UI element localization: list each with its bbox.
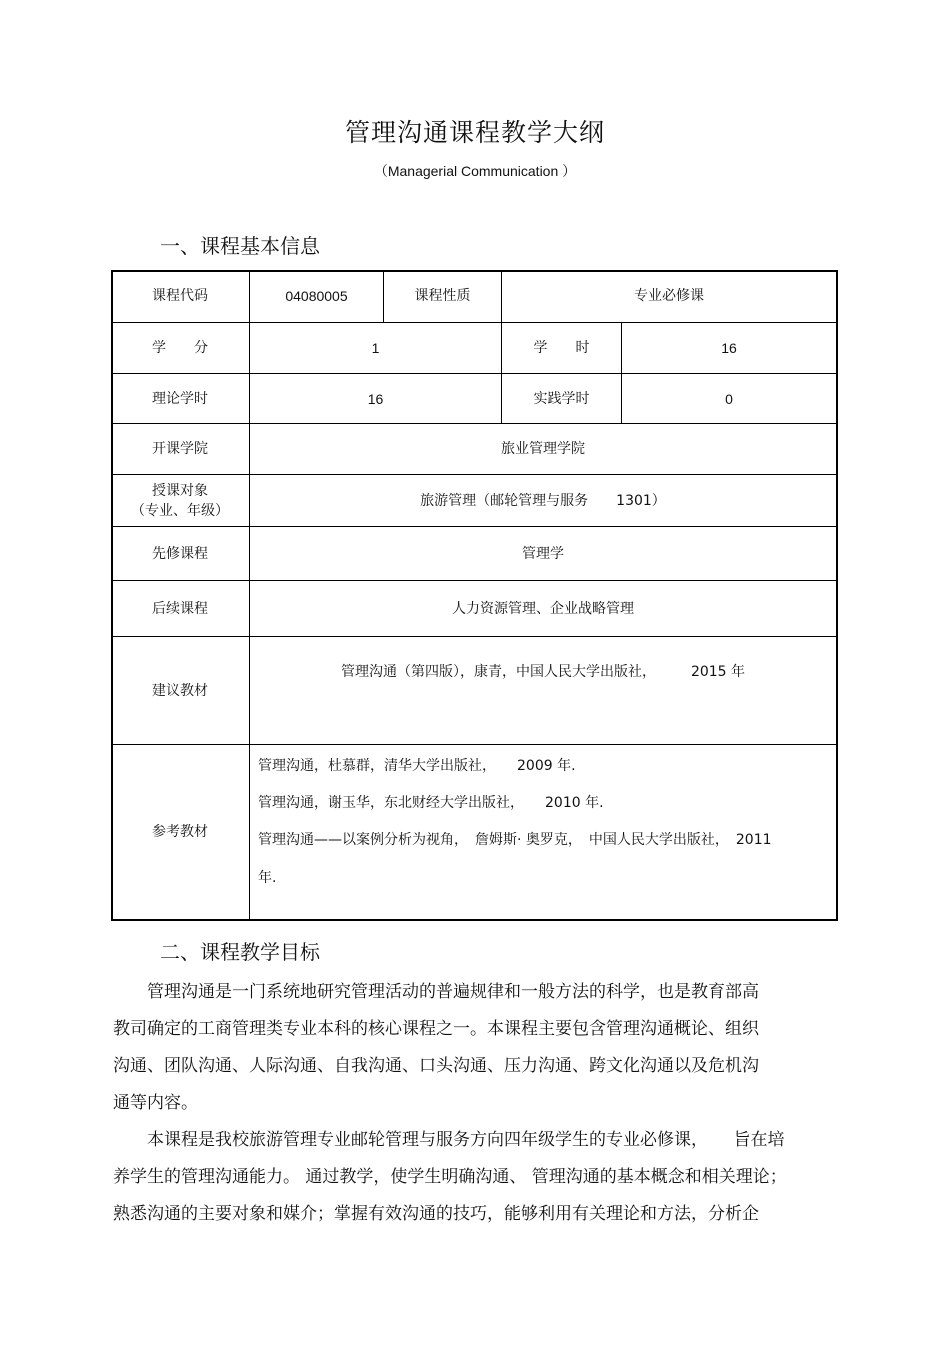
cell-followup-label: 后续课程 xyxy=(152,600,208,617)
cell-college-label: 开课学院 xyxy=(152,441,208,457)
paragraph-line: 熟悉沟通的主要对象和媒介；掌握有效沟通的技巧，能够利用有关理论和方法，分析企 xyxy=(113,1204,759,1224)
objectives-paragraph-2 xyxy=(113,1122,838,1233)
paragraph-line: 养学生的管理沟通能力。 通过教学，使学生明确沟通、 管理沟通的基本概念和相关理论； xyxy=(113,1167,787,1187)
paragraph-line: 教司确定的工商管理类专业本科的核心课程之一。本课程主要包含管理沟通概论、组织 xyxy=(113,1019,759,1039)
cell-theory-hours-value: 16 xyxy=(367,390,384,407)
reference-item: 管理沟通——以案例分析为视角， 詹姆斯· 奥罗克， 中国人民大学出版社， 2011 xyxy=(258,832,772,848)
cell-hours-value: 16 xyxy=(721,340,737,356)
cell-textbook-label: 建议教材 xyxy=(152,682,208,699)
cell-credit-value: 1 xyxy=(371,340,380,356)
cell-course-nature-label: 课程性质 xyxy=(414,288,471,304)
cell-course-code-label: 课程代码 xyxy=(152,288,208,304)
cell-prerequisite-label: 先修课程 xyxy=(152,545,208,562)
paragraph-line: 沟通、团队沟通、人际沟通、自我沟通、口头沟通、压力沟通、跨文化沟通以及危机沟 xyxy=(113,1056,759,1076)
cell-credit-label: 学 分 xyxy=(152,340,208,356)
course-info-table xyxy=(111,270,838,921)
cell-course-nature-value: 专业必修课 xyxy=(634,288,704,304)
cell-course-code-value: 04080005 xyxy=(285,288,348,304)
cell-college-value: 旅业管理学院 xyxy=(501,441,585,457)
cell-prerequisite-value: 管理学 xyxy=(522,545,564,562)
paragraph-line: 本课程是我校旅游管理专业邮轮管理与服务方向四年级学生的专业必修课， 旨在培 xyxy=(113,1130,785,1150)
paragraph-line: 通等内容。 xyxy=(113,1093,198,1113)
objectives-paragraph-1 xyxy=(113,974,838,1122)
section-heading-objectives: 二、课程教学目标 xyxy=(160,940,320,964)
audience-label-line1: 授课对象 xyxy=(152,482,208,499)
cell-followup-value: 人力资源管理、企业战略管理 xyxy=(452,600,634,617)
reference-item: 年. xyxy=(258,870,277,886)
cell-practice-hours-value: 0 xyxy=(725,390,733,407)
audience-label-line2: （专业、年级） xyxy=(131,502,229,519)
cell-audience-value: 旅游管理（邮轮管理与服务 1301） xyxy=(420,492,666,509)
reference-item: 管理沟通，杜慕群，清华大学出版社， 2009 年. xyxy=(258,758,576,774)
cell-references-label: 参考教材 xyxy=(152,824,208,840)
paragraph-line: 管理沟通是一门系统地研究管理活动的普遍规律和一般方法的科学，也是教育部高 xyxy=(113,982,759,1002)
document-subtitle: （Managerial Communication ） xyxy=(373,163,577,179)
document-title: 管理沟通课程教学大纲 xyxy=(344,118,605,147)
cell-practice-hours-label: 实践学时 xyxy=(533,390,590,407)
cell-theory-hours-label: 理论学时 xyxy=(152,390,208,407)
reference-item: 管理沟通，谢玉华，东北财经大学出版社， 2010 年. xyxy=(258,795,604,811)
cell-textbook-value: 管理沟通（第四版），康青，中国人民大学出版社， 2015 年 xyxy=(340,664,746,680)
cell-audience-label xyxy=(111,475,249,526)
section-heading-basic-info: 一、课程基本信息 xyxy=(160,234,320,258)
cell-hours-label: 学 时 xyxy=(533,340,590,356)
